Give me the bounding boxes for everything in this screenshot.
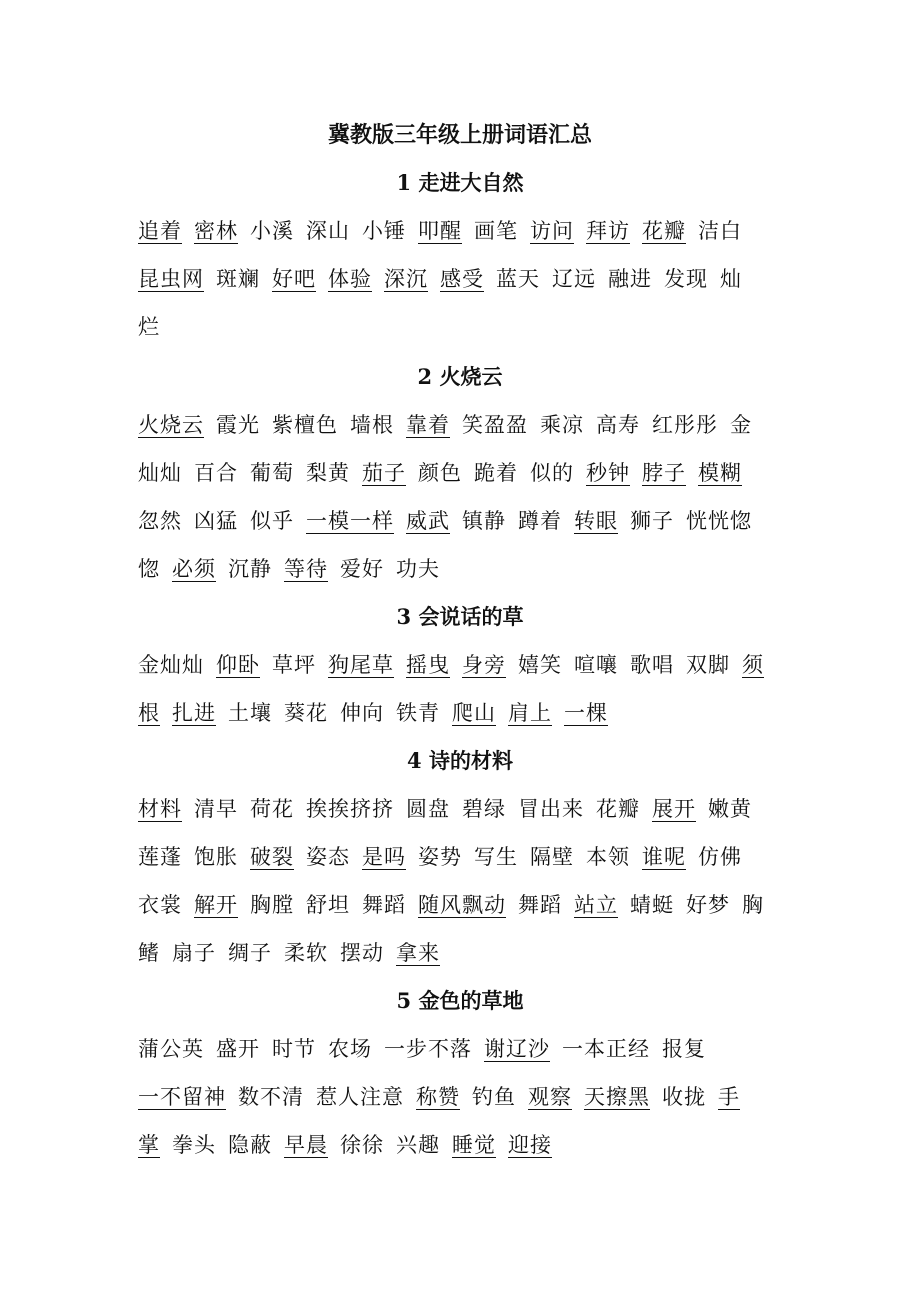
vocab-word-underlined: 材料 — [138, 797, 182, 821]
vocab-word-underlined: 站立 — [574, 893, 618, 917]
vocab-word: 沉静 — [228, 557, 272, 581]
vocab-word: 收拢 — [662, 1085, 706, 1109]
vocab-word: 似的 — [530, 461, 574, 485]
vocab-word: 乘凉 — [540, 413, 584, 437]
vocab-word-underlined: 谢辽沙 — [484, 1037, 550, 1061]
vocab-word: 紫檀色 — [272, 413, 338, 437]
vocab-word: 红彤彤 — [652, 413, 718, 437]
vocab-word: 姿态 — [306, 845, 350, 869]
vocab-word-underlined: 访问 — [530, 219, 574, 243]
vocab-word: 葵花 — [284, 701, 328, 725]
vocab-word: 画笔 — [474, 219, 518, 243]
vocab-word: 绸子 — [228, 941, 272, 965]
vocab-word: 隐蔽 — [228, 1133, 272, 1157]
vocab-word: 本领 — [586, 845, 630, 869]
vocab-word: 蓝天 — [496, 267, 540, 291]
vocab-word-underlined: 火烧云 — [138, 413, 204, 437]
vocab-word-underlined: 破裂 — [250, 845, 294, 869]
vocab-word: 徐徐 — [340, 1133, 384, 1157]
vocab-word: 柔软 — [284, 941, 328, 965]
vocab-word: 小锤 — [362, 219, 406, 243]
vocab-word-underlined: 狗尾草 — [328, 653, 394, 677]
vocab-word: 葡萄 — [250, 461, 294, 485]
vocab-word: 舞蹈 — [518, 893, 562, 917]
vocab-line — [138, 840, 798, 874]
section-heading: 2 火烧云 — [417, 364, 503, 389]
vocab-line — [138, 1080, 798, 1114]
vocab-word-underlined: 秒钟 — [586, 461, 630, 485]
vocab-word: 小溪 — [250, 219, 294, 243]
vocab-word: 拳头 — [172, 1133, 216, 1157]
vocab-word-underlined: 靠着 — [406, 413, 450, 437]
vocab-word: 发现 — [664, 267, 708, 291]
vocab-word: 报复 — [662, 1037, 706, 1061]
vocab-word: 功夫 — [396, 557, 440, 581]
vocab-word: 金 — [730, 413, 752, 437]
vocab-word: 斑斓 — [216, 267, 260, 291]
vocab-word-underlined: 体验 — [328, 267, 372, 291]
vocab-word: 数不清 — [238, 1085, 304, 1109]
vocab-word: 伸向 — [340, 701, 384, 725]
vocab-word: 狮子 — [630, 509, 674, 533]
vocab-word: 颜色 — [418, 461, 462, 485]
vocab-word: 烂 — [138, 315, 160, 339]
vocab-word-underlined: 解开 — [194, 893, 238, 917]
vocab-word: 灿灿 — [138, 461, 182, 485]
vocab-line — [138, 408, 798, 442]
vocab-word-underlined: 一模一样 — [306, 509, 394, 533]
vocab-word-underlined: 威武 — [406, 509, 450, 533]
vocab-word: 跪着 — [474, 461, 518, 485]
vocab-word: 荷花 — [250, 797, 294, 821]
document-title: 冀教版三年级上册词语汇总 — [327, 122, 592, 148]
vocab-word-underlined: 迎接 — [508, 1133, 552, 1157]
vocab-word-underlined: 等待 — [284, 557, 328, 581]
vocab-word: 舒坦 — [306, 893, 350, 917]
vocab-line — [138, 552, 798, 586]
vocab-word: 钓鱼 — [472, 1085, 516, 1109]
vocab-word-underlined: 一棵 — [564, 701, 608, 725]
vocab-word: 高寿 — [596, 413, 640, 437]
vocab-word-underlined: 花瓣 — [642, 219, 686, 243]
vocab-line — [138, 504, 798, 538]
vocab-line — [138, 214, 798, 248]
vocab-line — [138, 648, 798, 682]
vocab-word-underlined: 早晨 — [284, 1133, 328, 1157]
vocab-word: 莲蓬 — [138, 845, 182, 869]
vocab-word: 舞蹈 — [362, 893, 406, 917]
vocab-word-underlined: 深沉 — [384, 267, 428, 291]
vocab-word: 嬉笑 — [518, 653, 562, 677]
vocab-word: 梨黄 — [306, 461, 350, 485]
vocab-word: 喧嚷 — [574, 653, 618, 677]
vocab-word-underlined: 身旁 — [462, 653, 506, 677]
vocab-word-underlined: 密林 — [194, 219, 238, 243]
vocab-word: 蒲公英 — [138, 1037, 204, 1061]
vocab-word: 写生 — [474, 845, 518, 869]
vocab-word: 爱好 — [340, 557, 384, 581]
vocab-word-underlined: 睡觉 — [452, 1133, 496, 1157]
vocab-word: 饱胀 — [194, 845, 238, 869]
vocab-word: 歌唱 — [630, 653, 674, 677]
vocab-word: 洁白 — [698, 219, 742, 243]
vocab-word: 时节 — [272, 1037, 316, 1061]
vocab-word: 花瓣 — [596, 797, 640, 821]
vocab-word: 土壤 — [228, 701, 272, 725]
vocab-word-underlined: 模糊 — [698, 461, 742, 485]
section-heading: 3 会说话的草 — [396, 604, 524, 629]
vocab-word-underlined: 感受 — [440, 267, 484, 291]
vocab-word: 扇子 — [172, 941, 216, 965]
vocab-word: 隔壁 — [530, 845, 574, 869]
vocab-word-underlined: 展开 — [652, 797, 696, 821]
vocab-word: 惹人注意 — [316, 1085, 404, 1109]
vocab-word-underlined: 扎进 — [172, 701, 216, 725]
vocab-word: 冒出来 — [518, 797, 584, 821]
vocab-word-underlined: 摇曳 — [406, 653, 450, 677]
vocab-word: 胸 — [742, 893, 764, 917]
vocab-word: 挨挨挤挤 — [306, 797, 394, 821]
vocab-word-underlined: 必须 — [172, 557, 216, 581]
vocab-word: 鳍 — [138, 941, 160, 965]
vocab-word: 盛开 — [216, 1037, 260, 1061]
vocab-line — [138, 456, 798, 490]
vocab-word-underlined: 仰卧 — [216, 653, 260, 677]
vocab-line — [138, 1032, 798, 1066]
vocab-word: 金灿灿 — [138, 653, 204, 677]
vocab-word-underlined: 根 — [138, 701, 160, 725]
vocab-word-underlined: 肩上 — [508, 701, 552, 725]
vocab-word: 农场 — [328, 1037, 372, 1061]
vocab-word: 镇静 — [462, 509, 506, 533]
vocab-word-underlined: 谁呢 — [642, 845, 686, 869]
vocab-word: 衣裳 — [138, 893, 182, 917]
vocab-word: 辽远 — [552, 267, 596, 291]
vocab-word: 铁青 — [396, 701, 440, 725]
vocab-word: 兴趣 — [396, 1133, 440, 1157]
vocab-word-underlined: 叩醒 — [418, 219, 462, 243]
vocab-word: 双脚 — [686, 653, 730, 677]
vocab-word: 灿 — [720, 267, 742, 291]
vocab-line — [138, 310, 798, 344]
vocab-word-underlined: 须 — [742, 653, 764, 677]
vocab-line — [138, 262, 798, 296]
vocab-word-underlined: 手 — [718, 1085, 740, 1109]
vocab-line — [138, 888, 798, 922]
vocab-word-underlined: 转眼 — [574, 509, 618, 533]
section-heading: 1 走进大自然 — [396, 170, 524, 195]
vocab-word: 一本正经 — [562, 1037, 650, 1061]
vocab-line — [138, 1128, 798, 1162]
vocab-word: 蹲着 — [518, 509, 562, 533]
vocab-word: 忽然 — [138, 509, 182, 533]
vocab-word: 似乎 — [250, 509, 294, 533]
vocab-word-underlined: 爬山 — [452, 701, 496, 725]
vocab-word-underlined: 是吗 — [362, 845, 406, 869]
vocab-word: 百合 — [194, 461, 238, 485]
vocab-word: 好梦 — [686, 893, 730, 917]
vocab-word: 胸膛 — [250, 893, 294, 917]
vocab-word: 一步不落 — [384, 1037, 472, 1061]
vocab-word-underlined: 一不留神 — [138, 1085, 226, 1109]
vocab-line — [138, 792, 798, 826]
vocab-word-underlined: 拿来 — [396, 941, 440, 965]
vocab-word-underlined: 称赞 — [416, 1085, 460, 1109]
vocab-word-underlined: 脖子 — [642, 461, 686, 485]
section-heading: 4 诗的材料 — [407, 748, 513, 773]
vocab-word-underlined: 随风飘动 — [418, 893, 506, 917]
vocab-word: 仿佛 — [698, 845, 742, 869]
vocab-word: 蜻蜓 — [630, 893, 674, 917]
vocab-word: 墙根 — [350, 413, 394, 437]
vocab-word-underlined: 好吧 — [272, 267, 316, 291]
vocab-word: 霞光 — [216, 413, 260, 437]
vocab-word: 清早 — [194, 797, 238, 821]
vocab-word: 碧绿 — [462, 797, 506, 821]
vocab-line — [138, 696, 798, 730]
vocab-word-underlined: 拜访 — [586, 219, 630, 243]
vocab-word-underlined: 昆虫网 — [138, 267, 204, 291]
vocab-word: 惚 — [138, 557, 160, 581]
vocab-word-underlined: 追着 — [138, 219, 182, 243]
vocab-word-underlined: 观察 — [528, 1085, 572, 1109]
vocab-word: 圆盘 — [406, 797, 450, 821]
vocab-word: 笑盈盈 — [462, 413, 528, 437]
vocab-word: 深山 — [306, 219, 350, 243]
vocab-word: 嫩黄 — [708, 797, 752, 821]
section-heading: 5 金色的草地 — [396, 988, 524, 1013]
vocab-word: 凶猛 — [194, 509, 238, 533]
vocab-word-underlined: 天擦黑 — [584, 1085, 650, 1109]
vocab-word-underlined: 掌 — [138, 1133, 160, 1157]
vocab-word-underlined: 茄子 — [362, 461, 406, 485]
vocab-word: 摆动 — [340, 941, 384, 965]
vocab-word: 融进 — [608, 267, 652, 291]
vocab-line — [138, 936, 798, 970]
vocab-word: 草坪 — [272, 653, 316, 677]
vocab-word: 姿势 — [418, 845, 462, 869]
vocab-word: 恍恍惚 — [686, 509, 752, 533]
